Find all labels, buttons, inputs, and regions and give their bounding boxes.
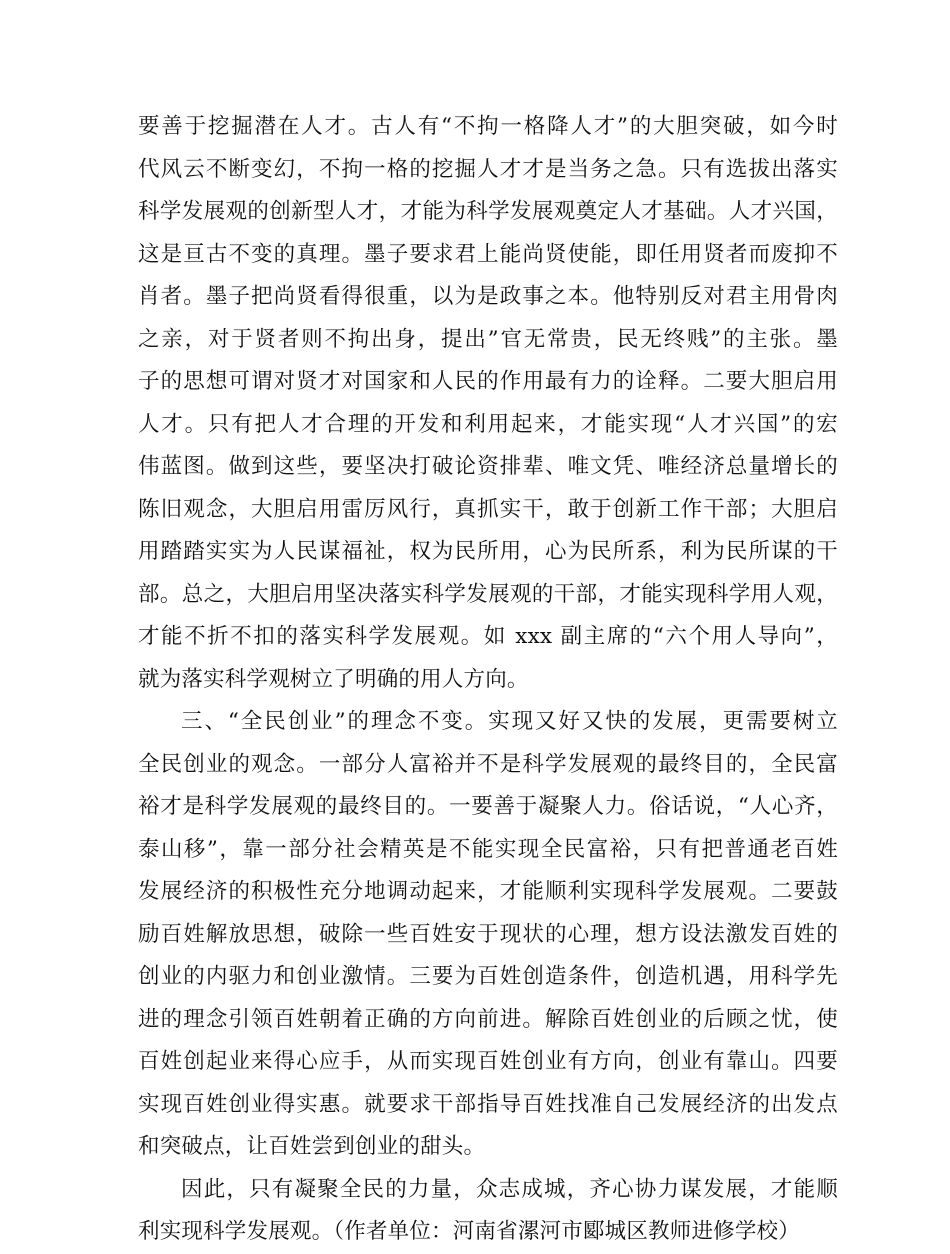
text-line: 用踏踏实实为人民谋福祉，权为民所用，心为民所系，利为民所谋的干	[138, 539, 838, 564]
text-line: 百姓创起业来得心应手，从而实现百姓创业有方向，创业有靠山。四要	[138, 1049, 838, 1074]
text-line: 子的思想可谓对贤才对国家和人民的作用最有力的诠释。二要大胆启用	[138, 369, 838, 394]
text-line: 代风云不断变幻，不拘一格的挖掘人才才是当务之急。只有选拔出落实	[138, 156, 838, 182]
text-line: 肖者。墨子把尚贤看得很重，以为是政事之本。他特别反对君主用骨肉	[138, 284, 838, 309]
body-text	[138, 106, 838, 1254]
text-line: 部。总之，大胆启用坚决落实科学发展观的干部，才能实现科学用人观，	[138, 581, 838, 607]
text-line: 裕才是科学发展观的最终目的。一要善于凝聚人力。俗话说，“人心齐，	[138, 794, 838, 819]
text-line: 就为落实科学观树立了明确的用人方向。	[138, 666, 529, 692]
text-line: 人才。只有把人才合理的开发和利用起来，才能实现“人才兴国”的宏	[138, 411, 838, 437]
text-line: 三、“全民创业”的理念不变。实现又好又快的发展，更需要树立	[181, 709, 838, 734]
text-line: 这是亘古不变的真理。墨子要求君上能尚贤使能，即任用贤者而废抑不	[138, 241, 838, 267]
text-line: 和突破点，让百姓尝到创业的甜头。	[138, 1134, 486, 1159]
text-line: 全民创业的观念。一部分人富裕并不是科学发展观的最终目的，全民富	[138, 751, 838, 777]
text-line: 伟蓝图。做到这些，要坚决打破论资排辈、唯文凭、唯经济总量增长的	[138, 454, 838, 479]
text-line: 创业的内驱力和创业激情。三要为百姓创造条件，创造机遇，用科学先	[138, 964, 838, 989]
text-line: 进的理念引领百姓朝着正确的方向前进。解除百姓创业的后顾之忧，使	[138, 1006, 838, 1032]
text-line: 泰山移”，靠一部分社会精英是不能实现全民富裕，只有把普通老百姓	[138, 836, 838, 862]
text-line: 因此，只有凝聚全民的力量，众志成城，齐心协力谋发展，才能顺	[181, 1176, 838, 1202]
text-line: 之亲，对于贤者则不拘出身，提出”官无常贵，民无终贱”的主张。墨	[138, 326, 838, 352]
text-line: 实现百姓创业得实惠。就要求干部指导百姓找准自己发展经济的出发点	[138, 1091, 838, 1117]
text-line: 要善于挖掘潜在人才。古人有“不拘一格降人才”的大胆突破，如今时	[138, 114, 838, 139]
text-line: 才能不折不扣的落实科学发展观。如 xxx 副主席的“六个用人导向”，	[138, 624, 838, 649]
text-line: 励百姓解放思想，破除一些百姓安于现状的心理，想方设法激发百姓的	[138, 921, 838, 947]
text-line: 陈旧观念，大胆启用雷厉风行，真抓实干，敢于创新工作干部；大胆启	[138, 496, 838, 522]
text-line: 发展经济的积极性充分地调动起来，才能顺利实现科学发展观。二要鼓	[138, 879, 838, 904]
text-line: 利实现科学发展观。（作者单位：河南省漯河市郾城区教师进修学校）	[138, 1219, 800, 1244]
text-line: 科学发展观的创新型人才，才能为科学发展观奠定人才基础。人才兴国，	[138, 199, 838, 224]
